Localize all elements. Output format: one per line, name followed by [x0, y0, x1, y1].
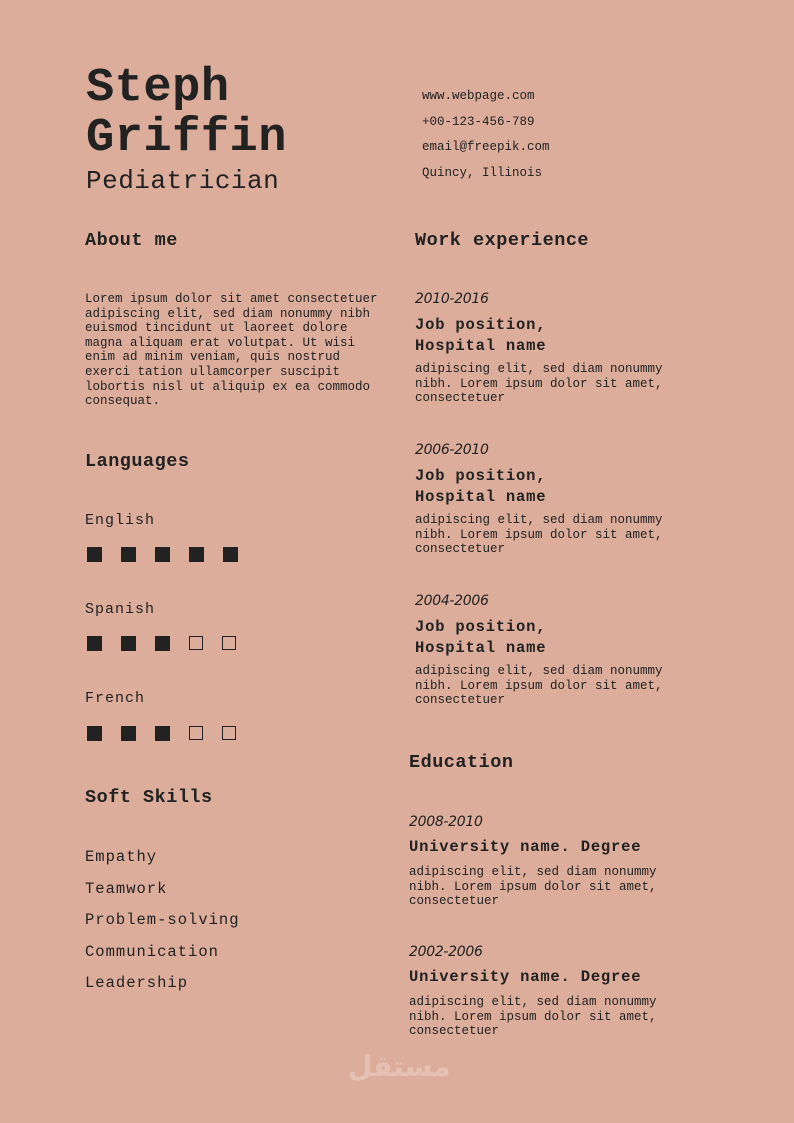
language-level-english	[87, 547, 238, 562]
education-entry	[409, 944, 709, 1039]
skill-item: Communication	[85, 943, 219, 961]
level-square-filled	[87, 547, 102, 562]
skill-item: Leadership	[85, 974, 189, 992]
first-name: Steph	[86, 62, 230, 115]
work-title	[415, 466, 715, 508]
level-square-filled	[223, 547, 238, 562]
language-level-french	[87, 726, 236, 741]
contact-location: Quincy, Illinois	[422, 166, 543, 180]
last-name: Griffin	[86, 112, 287, 165]
level-square-filled	[189, 547, 204, 562]
work-years: 2006-2010	[415, 442, 489, 458]
work-description: adipiscing elit, sed diam nonummy nibh. Lorem ipsum dolor sit amet, consectetuer	[415, 513, 663, 557]
work-title	[415, 315, 715, 357]
education-years: 2002-2006	[409, 944, 483, 960]
work-entry	[415, 291, 715, 406]
level-square-filled	[121, 726, 136, 741]
hospital-name: Hospital name	[415, 488, 547, 506]
skill-item: Problem-solving	[85, 911, 240, 929]
hospital-name: Hospital name	[415, 639, 547, 657]
work-title	[415, 617, 715, 659]
education-degree: University name. Degree	[409, 838, 642, 856]
level-square-filled	[155, 636, 170, 651]
candidate-name	[86, 64, 287, 164]
language-level-spanish	[87, 636, 236, 651]
soft-skills-heading: Soft Skills	[85, 787, 213, 808]
work-description: adipiscing elit, sed diam nonummy nibh. Lorem ipsum dolor sit amet, consectetuer	[415, 664, 663, 708]
skill-item: Teamwork	[85, 880, 168, 898]
education-years: 2008-2010	[409, 814, 483, 830]
work-years: 2004-2006	[415, 593, 489, 609]
level-square-filled	[87, 636, 102, 651]
level-square-filled	[155, 726, 170, 741]
about-heading: About me	[85, 230, 178, 251]
level-square-filled	[87, 726, 102, 741]
job-position: Job position,	[415, 316, 547, 334]
language-name: English	[85, 512, 156, 529]
education-degree: University name. Degree	[409, 968, 642, 986]
job-position: Job position,	[415, 467, 547, 485]
work-entry	[415, 593, 715, 708]
hospital-name: Hospital name	[415, 337, 547, 355]
level-square-empty	[222, 726, 236, 740]
contact-website: www.webpage.com	[422, 89, 535, 103]
language-name: Spanish	[85, 601, 156, 618]
work-years: 2010-2016	[415, 291, 489, 307]
watermark-logo: مستقل	[348, 1050, 451, 1083]
job-position: Job position,	[415, 618, 547, 636]
level-square-empty	[189, 636, 203, 650]
language-name: French	[85, 690, 146, 707]
level-square-filled	[155, 547, 170, 562]
education-description: adipiscing elit, sed diam nonummy nibh. Lorem ipsum dolor sit amet, consectetuer	[409, 995, 657, 1039]
level-square-filled	[121, 636, 136, 651]
work-entry	[415, 442, 715, 557]
level-square-empty	[189, 726, 203, 740]
work-heading: Work experience	[415, 230, 590, 251]
education-entry	[409, 814, 709, 909]
skill-item: Empathy	[85, 848, 158, 866]
level-square-empty	[222, 636, 236, 650]
contact-email: email@freepik.com	[422, 140, 550, 154]
education-heading: Education	[409, 752, 514, 773]
education-description: adipiscing elit, sed diam nonummy nibh. Lorem ipsum dolor sit amet, consectetuer	[409, 865, 657, 909]
level-square-filled	[121, 547, 136, 562]
contact-phone: +00-123-456-789	[422, 115, 535, 129]
languages-heading: Languages	[85, 451, 190, 472]
about-text: Lorem ipsum dolor sit amet consectetuer adipiscing elit, sed diam nonummy nibh euismod tincidunt ut laoreet dolore magna aliquam erat volutpat. Ut wisi enim ad minim veniam, quis nostrud exerci tation ullamcorper suscipit lobortis nisl ut aliquip ex ea commodo consequat.	[85, 292, 378, 409]
job-title: Pediatrician	[86, 166, 280, 196]
work-description: adipiscing elit, sed diam nonummy nibh. Lorem ipsum dolor sit amet, consectetuer	[415, 362, 663, 406]
